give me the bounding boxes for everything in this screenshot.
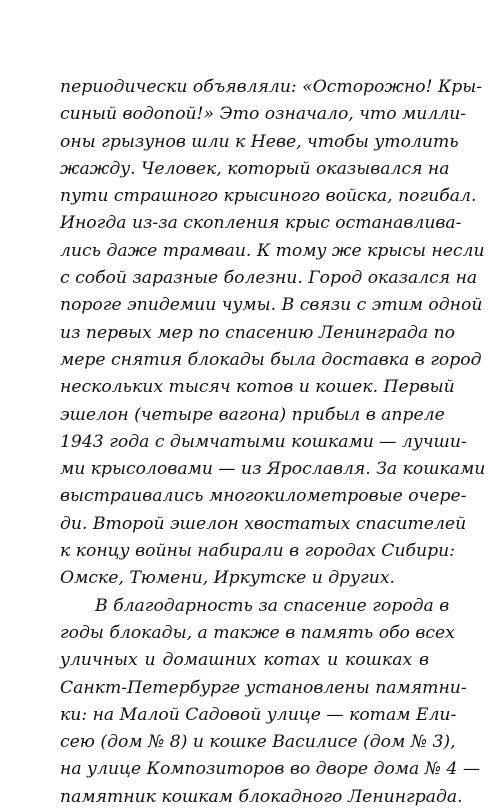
body-text <box>60 74 486 811</box>
text-line: Санкт-Петербурге установлены памятни- <box>60 677 467 698</box>
text-line: ди. Второй эшелон хвостатых спасителей <box>60 513 467 534</box>
text-line: Омске, Тюмени, Иркутске и других. <box>60 568 396 589</box>
text-line: мере снятия блокады была доставка в город <box>60 349 482 370</box>
text-line: жажду. Человек, который оказывался на <box>60 158 450 179</box>
text-line: лись даже трамваи. К тому же крысы несли <box>60 240 485 261</box>
text-line: к концу войны набирали в городах Сибири: <box>60 541 455 562</box>
text-line: ки: на Малой Садовой улице — котам Ели- <box>60 704 457 725</box>
text-line: годы блокады, а также в память обо всех <box>60 622 455 643</box>
text-line: сею (дом № 8) и кошке Василисе (дом № 3), <box>60 732 456 753</box>
text-line: Иногда из-за скопления крыс останавлива- <box>60 213 462 234</box>
text-line: ми крысоловами — из Ярославля. За кошками <box>60 459 486 480</box>
text-line: с собой заразные болезни. Город оказался на <box>60 268 478 289</box>
text-line: пороге эпидемии чумы. В связи с этим одной <box>60 295 483 316</box>
text-line: из первых мер по спасению Ленинграда по <box>60 322 455 343</box>
text-line: пути страшного крысиного войска, погибал. <box>60 186 477 207</box>
text-line: нескольких тысяч котов и кошек. Первый <box>60 377 455 398</box>
text-line: синый водопой!» Это означало, что милли- <box>60 104 467 125</box>
text-line: уличных и домашних котах и кошках в <box>60 650 429 671</box>
text-line: эшелон (четыре вагона) прибыл в апреле <box>60 404 445 425</box>
text-line: В благодарность за спасение города в <box>95 595 450 616</box>
paragraph <box>60 74 486 593</box>
text-line: на улице Композиторов во дворе дома № 4 — <box>60 759 481 780</box>
text-line: выстраивались многокилометровые очере- <box>60 486 467 507</box>
text-line: памятник кошкам блокадного Ленинграда. <box>60 786 463 807</box>
paragraph <box>60 593 481 811</box>
text-line: 1943 года с дымчатыми кошками — лучши- <box>60 431 467 452</box>
text-line: периодически объявляли: «Осторожно! Кры- <box>60 77 483 97</box>
text-line: оны грызунов шли к Неве, чтобы утолить <box>60 131 459 152</box>
